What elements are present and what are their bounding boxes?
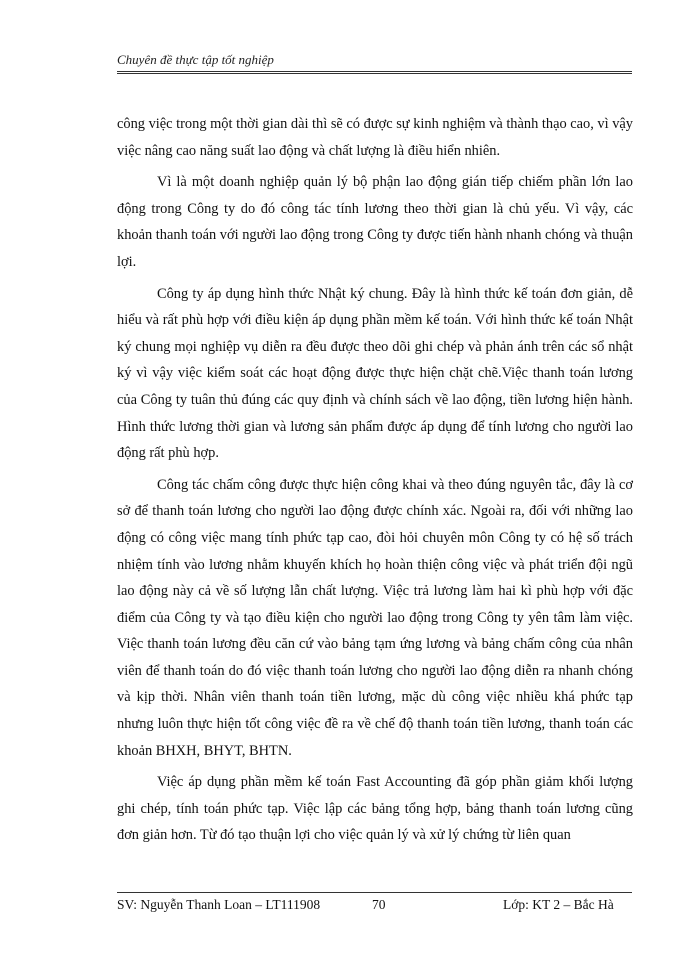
page-number: 70 bbox=[372, 897, 386, 912]
paragraph-2: Vì là một doanh nghiệp quản lý bộ phận lao động gián tiếp chiếm phần lớn lao động trong Công ty do đó công tác tính lương theo thời gian là chủ yếu. Vì vậy, các khoản thanh toán với người lao động trong Công ty được tiến hành nhanh chóng và thuận lợi. bbox=[117, 174, 633, 270]
footer-class: Lớp: KT 2 – Bắc Hà bbox=[503, 897, 614, 912]
paragraph-5: Việc áp dụng phần mềm kế toán Fast Accounting đã góp phần giảm khối lượng ghi chép, tính toán phức tạp. Việc lập các bảng tổng hợp, bảng thanh toán lương cũng đơn giản hơn. Từ đó tạo thuận lợi cho việc quản lý và xử lý chứng từ liên quan bbox=[117, 774, 633, 844]
paragraph-1: công việc trong một thời gian dài thì sẽ có được sự kinh nghiệm và thành thạo cao, vì vậy việc nâng cao năng suất lao động và chất lượng là điều hiển nhiên. bbox=[117, 116, 633, 159]
document-body bbox=[117, 111, 633, 854]
paragraph-3: Công ty áp dụng hình thức Nhật ký chung. Đây là hình thức kế toán đơn giản, dễ hiểu và rất phù hợp với điều kiện áp dụng phần mềm kế toán. Với hình thức kế toán Nhật ký chung mọi nghiệp vụ diễn ra đều được theo dõi ghi chép và phản ánh trên các sổ nhật ký vì vậy việc kiểm soát các hoạt động được thực hiện chặt chẽ.Việc thanh toán lương của Công ty tuân thủ đúng các quy định và chính sách về lao động, tiền lương hiện hành. Hình thức lương thời gian và lương sản phẩm được áp dụng để tính lương cho người lao động rất phù hợp. bbox=[117, 285, 633, 462]
running-header: Chuyên đề thực tập tốt nghiệp bbox=[117, 52, 274, 67]
paragraph-4: Công tác chấm công được thực hiện công khai và theo đúng nguyên tắc, đây là cơ sở để thanh toán lương cho người lao động được chính xác. Ngoài ra, đối với những lao động có công việc mang tính phức tạp cao, đòi hỏi chuyên môn Công ty có hệ số trách nhiệm tính vào lương nhằm khuyến khích họ hoàn thiện công việc và phát triển đội ngũ lao động này cả về số lượng lẫn chất lượng. Việc trả lương làm hai kì phù hợp với đặc điểm của Công ty và tạo điều kiện cho người lao động trong Công ty yên tâm làm việc. Việc thanh toán lương đều căn cứ vào bảng tạm ứng lương và bảng chấm công của nhân viên để thanh toán do đó việc thanh toán lương cho người lao động diễn ra nhanh chóng và kịp thời. Nhân viên thanh toán tiền lương, mặc dù công việc nhiều khá phức tạp nhưng luôn thực hiện tốt công việc đề ra về chế độ thanh toán tiền lương, thanh toán các khoản BHXH, BHYT, BHTN. bbox=[117, 476, 633, 759]
footer-rule bbox=[117, 892, 632, 893]
footer-author: SV: Nguyễn Thanh Loan – LT111908 bbox=[117, 897, 321, 912]
header-rule bbox=[117, 71, 632, 74]
